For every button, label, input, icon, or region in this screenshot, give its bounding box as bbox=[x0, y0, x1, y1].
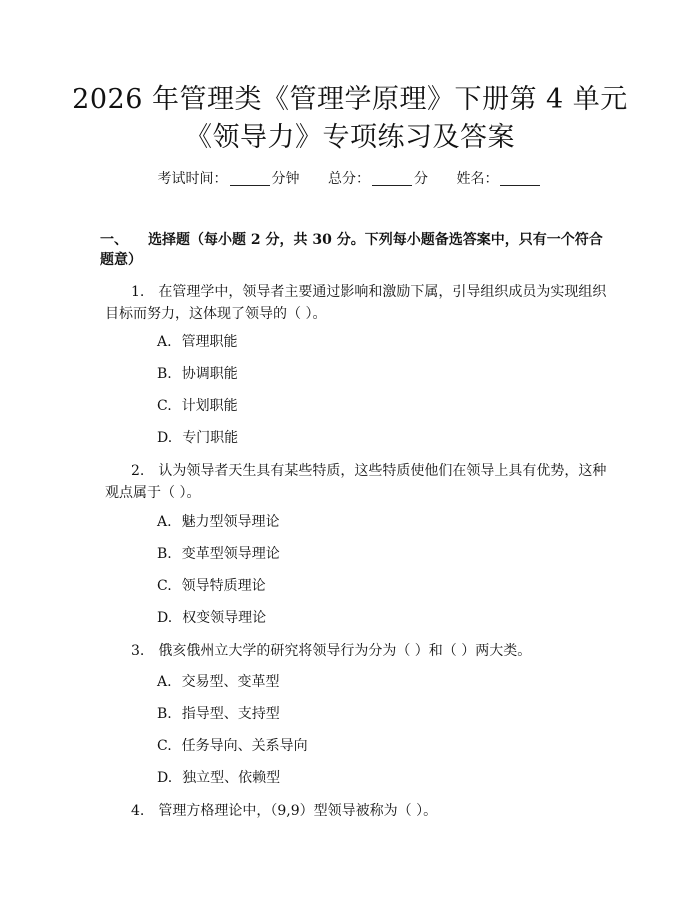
exam-time-blank bbox=[230, 171, 270, 186]
question-text: 俄亥俄州立大学的研究将领导行为分为（ ）和（ ）两大类。 bbox=[158, 643, 532, 659]
question-text: 管理方格理论中，（9,9）型领导被称为（ ）。 bbox=[158, 803, 438, 819]
section-heading bbox=[100, 230, 612, 270]
total-score-label: 总分： bbox=[328, 171, 370, 187]
question-2 bbox=[105, 460, 608, 504]
total-score-blank bbox=[372, 171, 412, 186]
name-field bbox=[456, 171, 542, 187]
option-text: 计划职能 bbox=[181, 398, 238, 414]
option-1b bbox=[157, 365, 238, 383]
option-2b bbox=[157, 545, 280, 563]
option-letter: B. bbox=[157, 366, 172, 382]
exam-time-unit: 分钟 bbox=[271, 171, 300, 187]
option-text: 协调职能 bbox=[181, 366, 238, 382]
question-3 bbox=[105, 640, 608, 662]
option-letter: B. bbox=[157, 546, 172, 562]
name-blank bbox=[500, 171, 540, 186]
option-text: 交易型、变革型 bbox=[181, 674, 280, 690]
total-score-unit: 分 bbox=[414, 171, 428, 187]
option-letter: B. bbox=[157, 706, 172, 722]
option-1d bbox=[157, 429, 238, 447]
name-label: 姓名： bbox=[456, 171, 499, 187]
option-letter: D. bbox=[157, 770, 173, 786]
option-2d bbox=[157, 609, 266, 627]
option-letter: C. bbox=[157, 578, 172, 594]
option-letter: A. bbox=[157, 514, 172, 530]
question-text: 认为领导者天生具有某些特质，这些特质使他们在领导上具有优势，这种观点属于（ ）。 bbox=[105, 463, 607, 501]
option-letter: A. bbox=[157, 334, 172, 350]
total-score-field bbox=[328, 171, 432, 187]
option-1c bbox=[157, 397, 238, 415]
option-2c bbox=[157, 577, 266, 595]
question-number: 3. bbox=[131, 643, 145, 659]
option-text: 指导型、支持型 bbox=[181, 706, 280, 722]
question-text: 在管理学中，领导者主要通过影响和激励下属，引导组织成员为实现组织目标而努力，这体现了领导的（ ）。 bbox=[105, 284, 607, 322]
option-text: 领导特质理论 bbox=[181, 578, 266, 594]
section-text: 选择题（每小题 2 分，共 30 分。下列每小题备选答案中，只有一个符合题意） bbox=[100, 232, 603, 268]
option-letter: D. bbox=[157, 430, 173, 446]
option-text: 管理职能 bbox=[181, 334, 238, 350]
option-2a bbox=[157, 513, 280, 531]
document-title-line-2: 《领导力》专项练习及答案 bbox=[185, 122, 515, 153]
option-text: 魅力型领导理论 bbox=[181, 514, 280, 530]
option-3c bbox=[157, 737, 308, 755]
option-1a bbox=[157, 333, 238, 351]
option-text: 任务导向、关系导向 bbox=[181, 738, 308, 754]
option-3a bbox=[157, 673, 280, 691]
option-text: 独立型、依赖型 bbox=[182, 770, 281, 786]
option-3b bbox=[157, 705, 280, 723]
question-number: 4. bbox=[131, 803, 145, 819]
question-4 bbox=[105, 800, 608, 822]
exam-meta bbox=[0, 170, 700, 188]
option-text: 权变领导理论 bbox=[182, 610, 267, 626]
option-text: 专门职能 bbox=[182, 430, 239, 446]
option-text: 变革型领导理论 bbox=[181, 546, 280, 562]
option-letter: C. bbox=[157, 738, 172, 754]
section-number: 一、 bbox=[100, 232, 128, 248]
option-letter: A. bbox=[157, 674, 172, 690]
option-letter: C. bbox=[157, 398, 172, 414]
exam-time-label: 考试时间： bbox=[157, 171, 228, 187]
question-1 bbox=[105, 281, 608, 325]
option-letter: D. bbox=[157, 610, 173, 626]
exam-time-field bbox=[158, 171, 304, 187]
document-title-line-1: 2026 年管理类《管理学原理》下册第 4 单元 bbox=[72, 84, 628, 115]
question-number: 2. bbox=[131, 463, 145, 479]
question-number: 1. bbox=[131, 284, 145, 300]
option-3d bbox=[157, 769, 280, 787]
